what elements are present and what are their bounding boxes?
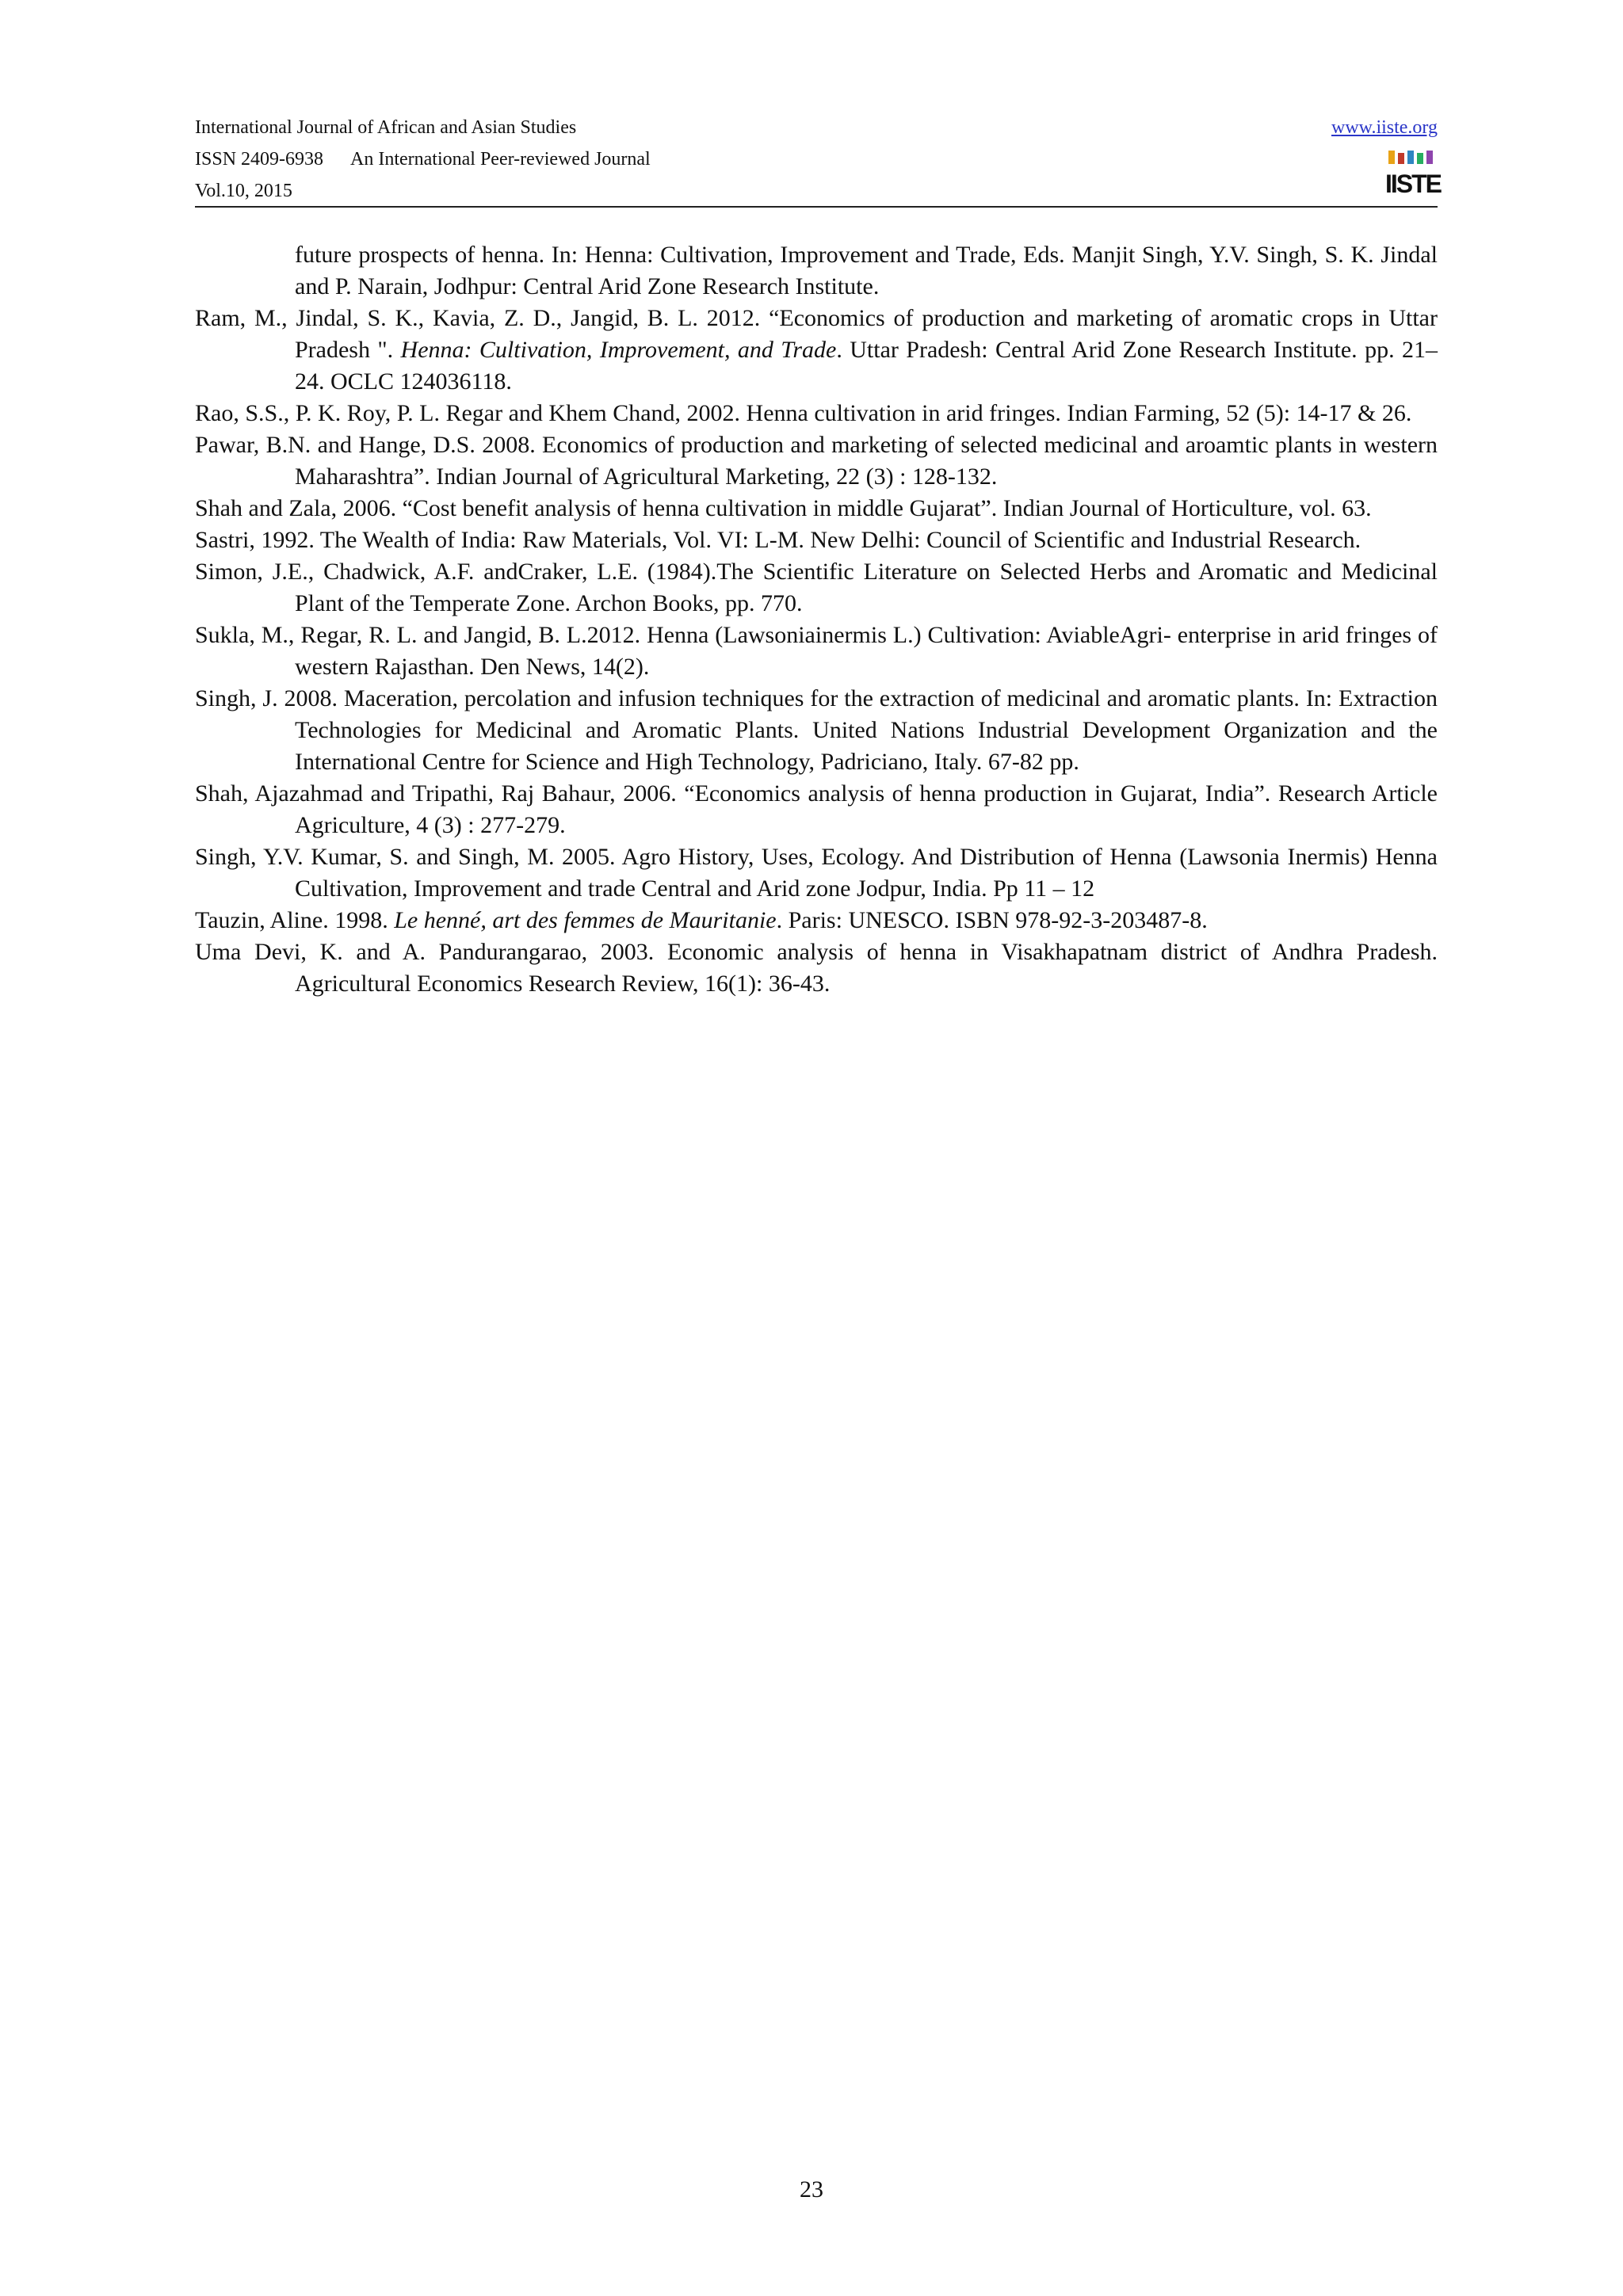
reference-item: [195, 778, 1438, 841]
website-link[interactable]: www.iiste.org: [1331, 117, 1438, 138]
reference-text: future prospects of henna. In: Henna: Cultivation, Improvement and Trade, Eds. Manjit Singh, Y.V. Singh, S. K. Jindal and P. Narain, Jodhpur: Central Arid Zone Research Institute.: [295, 242, 1438, 299]
journal-type: An International Peer-reviewed Journal: [350, 149, 651, 170]
reference-title-italic: Le henné, art des femmes de Mauritanie: [394, 907, 777, 933]
reference-item: [195, 556, 1438, 620]
reference-text: Ram, M., Jindal, S. K., Kavia, Z. D., Jangid, B. L. 2012. “Economics of production and marketing of aromatic crops in Uttar Pradesh ".: [195, 305, 1438, 363]
reference-item: [195, 620, 1438, 683]
reference-text: Uma Devi, K. and A. Pandurangarao, 2003. Economic analysis of henna in Visakhapatnam district of Andhra Pradesh. Agricultural Economics Research Review, 16(1): 36-43.: [195, 939, 1438, 997]
reference-text: . Paris: UNESCO. ISBN 978-92-3-203487-8.: [776, 907, 1208, 933]
logo-bar: [1407, 151, 1414, 164]
logo-bar: [1417, 153, 1423, 164]
reference-item: [195, 303, 1438, 398]
reference-title-italic: Henna: Cultivation, Improvement, and Trade: [400, 337, 837, 363]
reference-item: [195, 493, 1438, 524]
reference-item: [195, 429, 1438, 493]
reference-continuation: [195, 239, 1438, 303]
reference-text: . Uttar Pradesh: Central Arid Zone Research Institute. pp. 21–24. OCLC 124036118.: [295, 337, 1438, 395]
logo-bars-icon: [1385, 149, 1436, 166]
reference-text: Simon, J.E., Chadwick, A.F. andCraker, L.E. (1984).The Scientific Literature on Selected Herbs and Aromatic and Medicinal Plant of the Temperate Zone. Archon Books, pp. 770.: [195, 559, 1438, 616]
logo-bar: [1426, 151, 1433, 164]
volume: Vol.10, 2015: [195, 181, 292, 201]
reference-item: [195, 524, 1438, 556]
reference-item: [195, 905, 1438, 936]
issn: ISSN 2409-6938: [195, 149, 324, 170]
reference-text: Sukla, M., Regar, R. L. and Jangid, B. L.2012. Henna (Lawsoniainermis L.) Cultivation: AviableAgri- enterprise in arid fringes of western Rajasthan. Den News, 14(2).: [195, 622, 1438, 680]
reference-item: [195, 398, 1438, 429]
reference-text: Shah and Zala, 2006. “Cost benefit analysis of henna cultivation in middle Gujarat”. Indian Journal of Horticulture, vol. 63.: [195, 495, 1372, 521]
iiste-logo: [1385, 149, 1442, 201]
reference-text: Shah, Ajazahmad and Tripathi, Raj Bahaur, 2006. “Economics analysis of henna production in Gujarat, India”. Research Article Agriculture, 4 (3) : 277-279.: [195, 780, 1438, 838]
journal-name: International Journal of African and Asian Studies: [195, 117, 577, 138]
reference-item: [195, 936, 1438, 1000]
reference-text: Singh, Y.V. Kumar, S. and Singh, M. 2005. Agro History, Uses, Ecology. And Distribution of Henna (Lawsonia Inermis) Henna Cultivation, Improvement and trade Central and Arid zone Jodpur, India. Pp 11 – 12: [195, 844, 1438, 902]
reference-text: Tauzin, Aline. 1998.: [195, 907, 395, 933]
reference-text: Singh, J. 2008. Maceration, percolation and infusion techniques for the extraction of medicinal and aromatic plants. In: Extraction Technologies for Medicinal and Aromatic Plants. United Nations Industrial Development Organization and the International Centre for Science and High Technology, Padriciano, Italy. 67-82 pp.: [195, 685, 1438, 775]
reference-item: [195, 841, 1438, 905]
reference-text: Rao, S.S., P. K. Roy, P. L. Regar and Khem Chand, 2002. Henna cultivation in arid fringes. Indian Farming, 52 (5): 14-17 & 26.: [195, 400, 1412, 426]
reference-list: [195, 239, 1438, 1000]
issn-line: [195, 147, 651, 171]
reference-text: Pawar, B.N. and Hange, D.S. 2008. Economics of production and marketing of selected medicinal and aroamtic plants in western Maharashtra”. Indian Journal of Agricultural Marketing, 22 (3) : 128-132.: [195, 432, 1438, 490]
logo-text: IISTE: [1385, 170, 1442, 198]
logo-bar: [1398, 153, 1404, 164]
reference-item: [195, 683, 1438, 778]
reference-text: Sastri, 1992. The Wealth of India: Raw Materials, Vol. VI: L-M. New Delhi: Council of Scientific and Industrial Research.: [195, 527, 1361, 553]
logo-bar: [1388, 151, 1395, 164]
page-number: 23: [800, 2176, 823, 2203]
running-header: [195, 113, 1442, 208]
